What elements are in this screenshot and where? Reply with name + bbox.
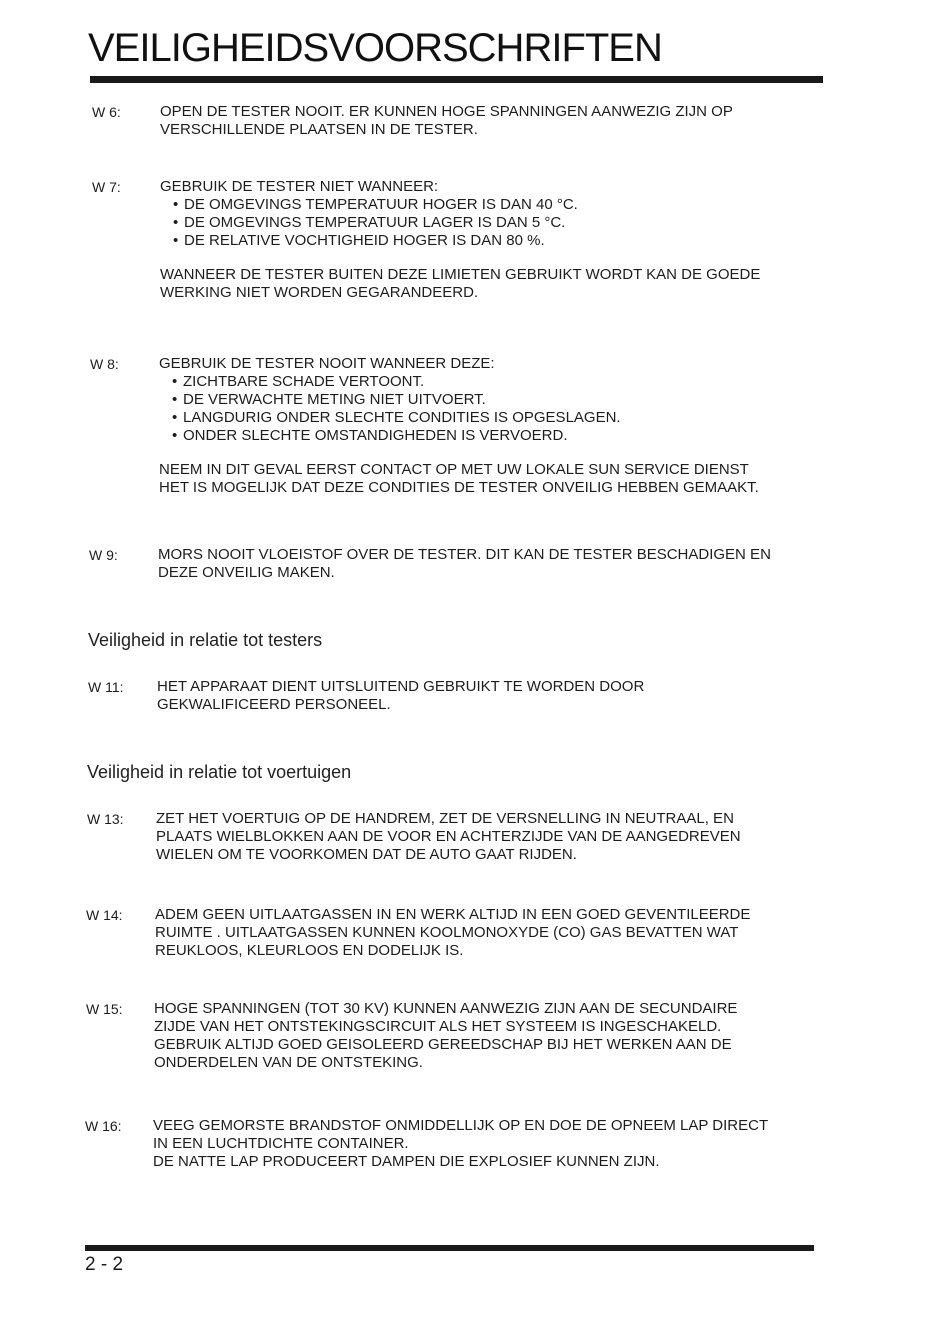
list-item: • DE OMGEVINGS TEMPERATUUR HOGER IS DAN 40 °C. xyxy=(184,196,840,214)
text-line: HET IS MOGELIJK DAT DEZE CONDITIES DE TESTER ONVEILIG HEBBEN GEMAAKT. xyxy=(159,479,759,496)
text-line: WANNEER DE TESTER BUITEN DEZE LIMIETEN GEBRUIKT WORDT KAN DE GOEDE xyxy=(160,266,761,283)
warning-text xyxy=(155,906,835,960)
text-line: WIELEN OM TE VOORKOMEN DAT DE AUTO GAAT RIJDEN. xyxy=(156,846,577,863)
text-line: ZIJDE VAN HET ONTSTEKINGSCIRCUIT ALS HET SYSTEEM IS INGESCHAKELD. xyxy=(154,1018,722,1035)
page-title: VEILIGHEIDSVOORSCHRIFTEN xyxy=(88,26,662,70)
list-item: • ONDER SLECHTE OMSTANDIGHEDEN IS VERVOERD. xyxy=(183,427,839,445)
warning-text xyxy=(154,1000,834,1072)
section-heading-vehicles: Veiligheid in relatie tot voertuigen xyxy=(87,762,352,782)
warning-text xyxy=(159,355,839,497)
warning-code: W 11: xyxy=(88,679,124,695)
text-line: MORS NOOIT VLOEISTOF OVER DE TESTER. DIT KAN DE TESTER BESCHADIGEN EN xyxy=(158,546,771,563)
warning-text xyxy=(160,103,840,139)
list-item: • ZICHTBARE SCHADE VERTOONT. xyxy=(183,373,839,391)
text-line: DE NATTE LAP PRODUCEERT DAMPEN DIE EXPLOSIEF KUNNEN ZIJN. xyxy=(153,1153,660,1170)
text-line: HOGE SPANNINGEN (TOT 30 KV) KUNNEN AANWEZIG ZIJN AAN DE SECUNDAIRE xyxy=(154,1000,738,1017)
footer-rule xyxy=(85,1245,814,1251)
section-heading-testers: Veiligheid in relatie tot testers xyxy=(88,630,323,650)
text-line: RUIMTE . UITLAATGASSEN KUNNEN KOOLMONOXYDE (CO) GAS BEVATTEN WAT xyxy=(155,924,739,941)
page-number: 2 - 2 xyxy=(85,1254,124,1275)
text-line: WERKING NIET WORDEN GEGARANDEERD. xyxy=(160,284,479,301)
intro-line: GEBRUIK DE TESTER NOOIT WANNEER DEZE: xyxy=(159,355,495,372)
text-line: GEBRUIK ALTIJD GOED GEISOLEERD GEREEDSCHAP BIJ HET WERKEN AAN DE xyxy=(154,1036,732,1053)
title-rule xyxy=(90,76,823,83)
warning-text xyxy=(160,178,840,302)
intro-line: GEBRUIK DE TESTER NIET WANNEER: xyxy=(160,178,439,195)
condition-list xyxy=(160,196,840,250)
text-line: OPEN DE TESTER NOOIT. ER KUNNEN HOGE SPANNINGEN AANWEZIG ZIJN OP xyxy=(160,103,733,120)
text-line: VERSCHILLENDE PLAATSEN IN DE TESTER. xyxy=(160,121,478,138)
text-line: ONDERDELEN VAN DE ONTSTEKING. xyxy=(154,1054,423,1071)
warning-text xyxy=(158,546,838,582)
text-line: VEEG GEMORSTE BRANDSTOF ONMIDDELLIJK OP EN DOE DE OPNEEM LAP DIRECT xyxy=(153,1117,769,1134)
text-line: HET APPARAAT DIENT UITSLUITEND GEBRUIKT TE WORDEN DOOR xyxy=(157,678,645,695)
text-line: GEKWALIFICEERD PERSONEEL. xyxy=(157,696,391,713)
text-line: DEZE ONVEILIG MAKEN. xyxy=(158,564,335,581)
warning-code: W 15: xyxy=(86,1001,123,1017)
warning-code: W 8: xyxy=(90,356,119,372)
text-line: PLAATS WIELBLOKKEN AAN DE VOOR EN ACHTERZIJDE VAN DE AANGEDREVEN xyxy=(156,828,741,845)
list-item: • DE OMGEVINGS TEMPERATUUR LAGER IS DAN 5 °C. xyxy=(184,214,840,232)
warning-text xyxy=(156,810,836,864)
text-line: IN EEN LUCHTDICHTE CONTAINER. xyxy=(153,1135,409,1152)
text-line: ADEM GEEN UITLAATGASSEN IN EN WERK ALTIJD IN EEN GOED GEVENTILEERDE xyxy=(155,906,751,923)
warning-code: W 14: xyxy=(86,907,123,923)
warning-code: W 7: xyxy=(92,179,121,195)
text-line: REUKLOOS, KLEURLOOS EN DODELIJK IS. xyxy=(155,942,464,959)
condition-list xyxy=(159,373,839,445)
text-line: ZET HET VOERTUIG OP DE HANDREM, ZET DE VERSNELLING IN NEUTRAAL, EN xyxy=(156,810,734,827)
warning-code: W 6: xyxy=(92,104,121,120)
list-item: • DE RELATIVE VOCHTIGHEID HOGER IS DAN 80 %. xyxy=(184,232,840,250)
list-item: • DE VERWACHTE METING NIET UITVOERT. xyxy=(183,391,839,409)
warning-text xyxy=(153,1117,833,1171)
warning-code: W 9: xyxy=(89,547,118,563)
warning-code: W 13: xyxy=(87,811,124,827)
warning-text xyxy=(157,678,837,714)
warning-code: W 16: xyxy=(85,1118,122,1134)
text-line: NEEM IN DIT GEVAL EERST CONTACT OP MET UW LOKALE SUN SERVICE DIENST xyxy=(159,461,749,478)
list-item: • LANGDURIG ONDER SLECHTE CONDITIES IS OPGESLAGEN. xyxy=(183,409,839,427)
